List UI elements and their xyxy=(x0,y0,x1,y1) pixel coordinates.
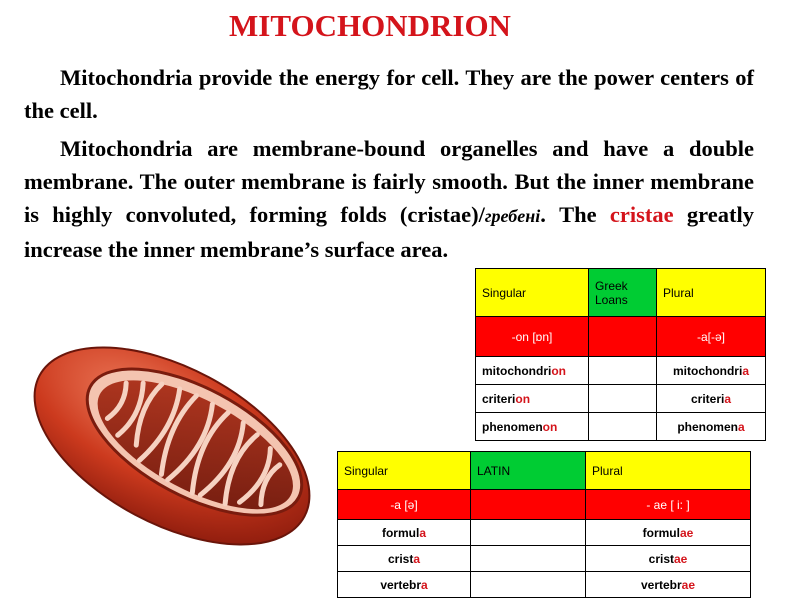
word-stem: criteri xyxy=(482,391,516,406)
cristae-highlight: cristae xyxy=(609,202,674,227)
ending-singular xyxy=(476,317,589,357)
singular-word xyxy=(476,357,589,385)
table-row xyxy=(476,357,766,385)
paragraph-membrane xyxy=(24,132,754,266)
header-label: Greek Loans xyxy=(595,278,628,307)
word-stem: formul xyxy=(642,525,680,540)
plural-word xyxy=(657,385,766,413)
table-endings-row xyxy=(476,317,766,357)
word-ending: on xyxy=(542,419,558,434)
header-plural xyxy=(657,269,766,317)
header-label: LATIN xyxy=(477,463,511,478)
word-stem: vertebr xyxy=(640,577,682,592)
word-stem: mitochondri xyxy=(482,363,552,378)
word-ending: ae xyxy=(681,577,696,592)
ending-label: - ae [ i: ] xyxy=(646,497,690,512)
plural-word xyxy=(586,572,751,598)
plural-word xyxy=(586,520,751,546)
table-endings-row xyxy=(338,490,751,520)
word-stem: phenomen xyxy=(482,419,543,434)
page-title: MITOCHONDRION xyxy=(229,8,511,43)
word-ending: on xyxy=(515,391,531,406)
header-label: Singular xyxy=(344,463,389,478)
mitochondrion-illustration xyxy=(22,292,322,600)
singular-word xyxy=(338,572,471,598)
singular-word xyxy=(338,546,471,572)
plural-word xyxy=(657,413,766,441)
empty-cell xyxy=(589,385,657,413)
ending-singular xyxy=(338,490,471,520)
table-row xyxy=(476,413,766,441)
header-singular xyxy=(476,269,589,317)
table-row xyxy=(338,520,751,546)
word-ending: ae xyxy=(674,551,688,566)
singular-word xyxy=(476,385,589,413)
header-label: Plural xyxy=(663,285,694,300)
word-ending: on xyxy=(551,363,566,378)
paragraph-membrane-text: Mitochondria are membrane-bound organelles and have a double membrane. The outer membrane is fairly smooth. But the inner membrane is highly convoluted, forming folds (cristae)/ xyxy=(24,136,754,227)
word-stem: crist xyxy=(387,551,414,566)
empty-cell xyxy=(471,572,586,598)
empty-cell xyxy=(589,413,657,441)
word-ending: a xyxy=(419,525,427,540)
singular-word xyxy=(338,520,471,546)
empty-cell xyxy=(471,546,586,572)
ending-label: -a [ə] xyxy=(390,497,418,512)
ending-empty xyxy=(471,490,586,520)
paragraph-energy: Mitochondria provide the energy for cell. They are the power centers of the cell. xyxy=(24,65,754,123)
empty-cell xyxy=(471,520,586,546)
header-latin xyxy=(471,452,586,490)
table-row xyxy=(476,385,766,413)
word-stem: vertebr xyxy=(380,577,421,592)
plural-word xyxy=(586,546,751,572)
ending-empty xyxy=(589,317,657,357)
word-stem: phenomen xyxy=(677,419,738,434)
header-greek-loans xyxy=(589,269,657,317)
plural-word xyxy=(657,357,766,385)
word-ending: ae xyxy=(679,525,694,540)
word-stem: criteri xyxy=(690,391,725,406)
word-ending: a xyxy=(737,419,745,434)
paragraph-membrane-text-2: . The xyxy=(540,202,610,227)
word-ending: a xyxy=(421,577,428,592)
word-stem: formul xyxy=(381,525,420,540)
paragraph-membrane-text-3: greatly increase the inner membrane’s surface area. xyxy=(24,202,754,262)
word-ending: a xyxy=(742,363,749,378)
empty-cell xyxy=(589,357,657,385)
word-stem: crist xyxy=(648,551,674,566)
table-row xyxy=(338,546,751,572)
ending-plural xyxy=(657,317,766,357)
ending-label: -on [ɒn] xyxy=(511,329,553,344)
table-header-row xyxy=(338,452,751,490)
header-label: Singular xyxy=(482,285,527,300)
header-singular xyxy=(338,452,471,490)
word-ending: a xyxy=(724,391,732,406)
ending-label: -a[-ə] xyxy=(696,329,725,344)
ending-plural xyxy=(586,490,751,520)
word-stem: mitochondri xyxy=(672,363,743,378)
singular-word xyxy=(476,413,589,441)
greek-loans-table xyxy=(475,268,766,441)
header-label: Plural xyxy=(592,463,623,478)
word-ending: a xyxy=(413,551,421,566)
ukrainian-term: гребені xyxy=(484,206,541,226)
table-row xyxy=(338,572,751,598)
table-header-row xyxy=(476,269,766,317)
header-plural xyxy=(586,452,751,490)
latin-table xyxy=(337,451,751,598)
